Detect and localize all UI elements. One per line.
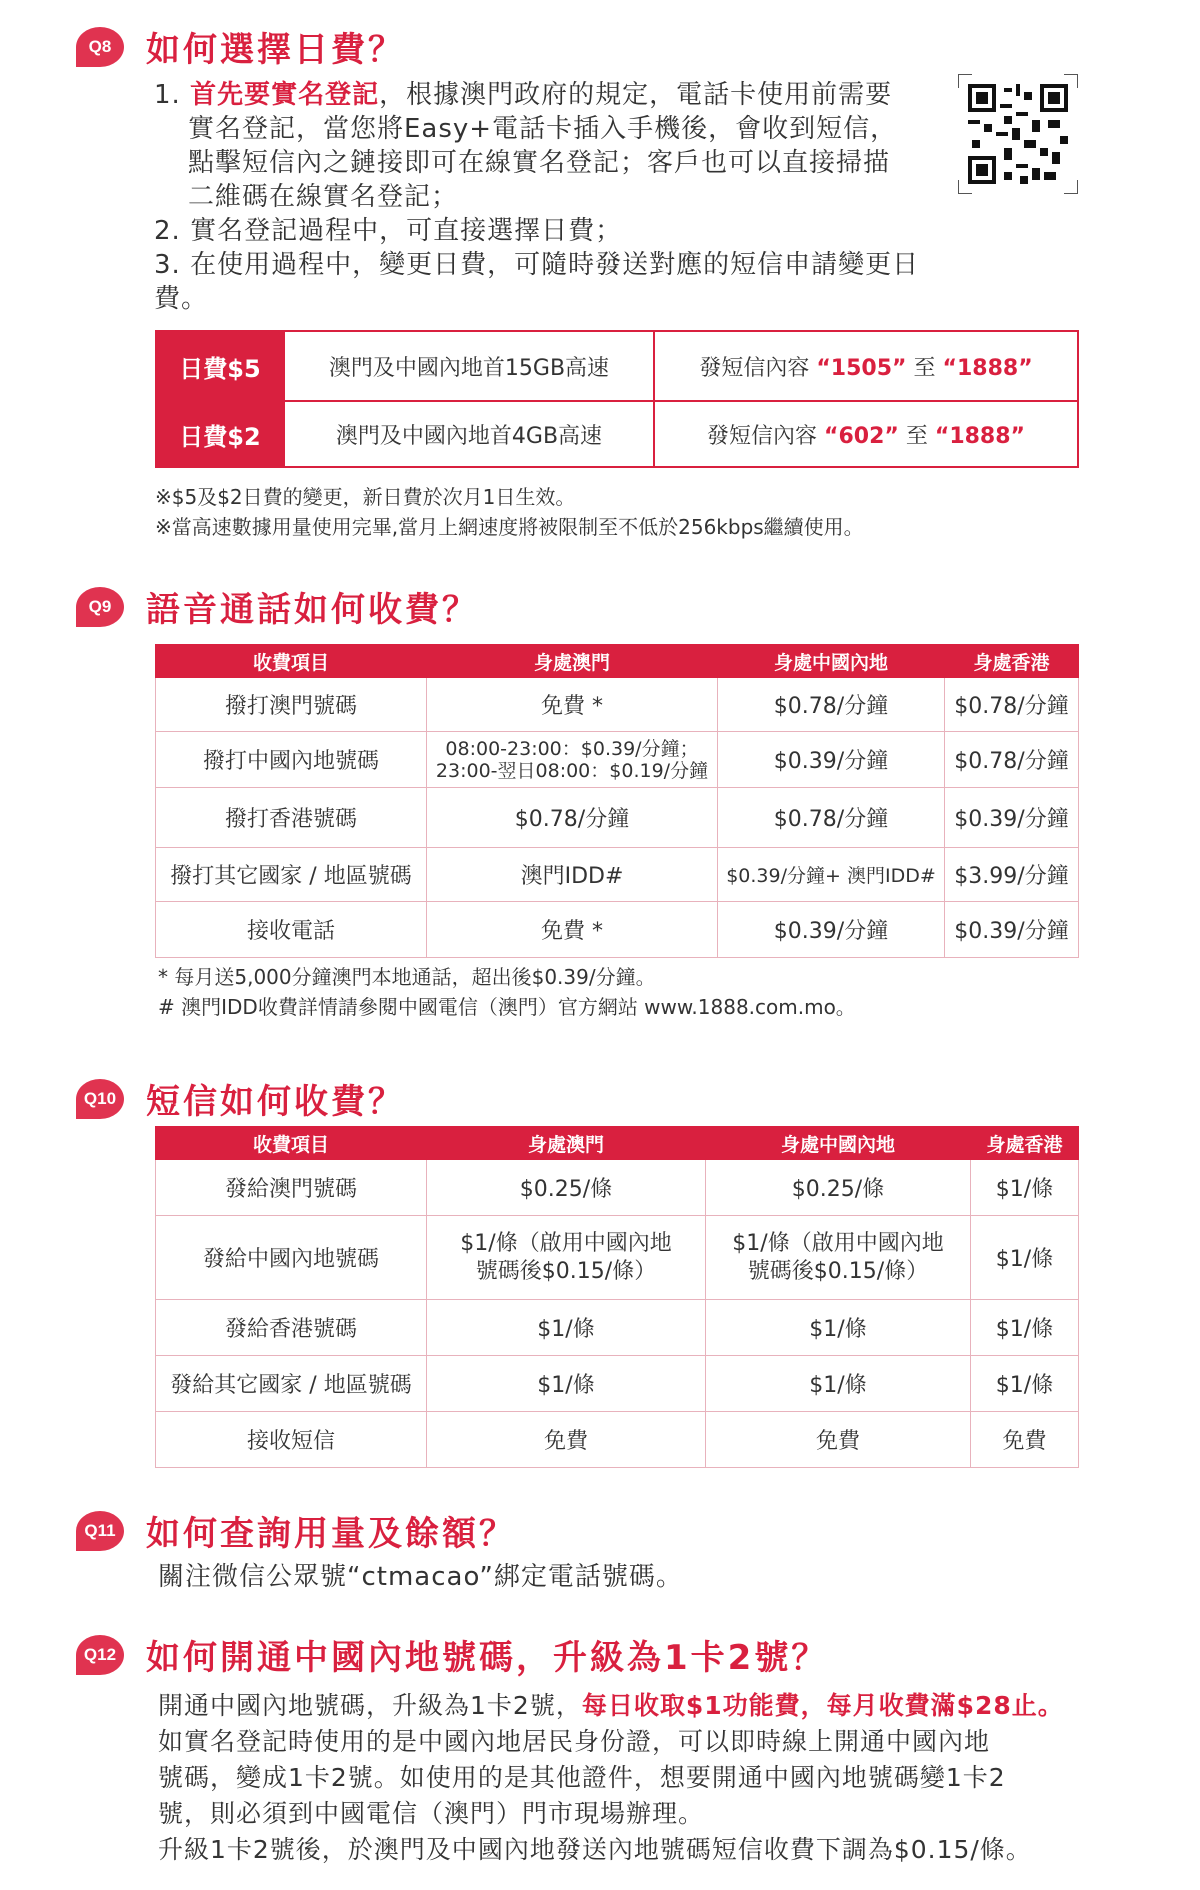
cell: $1/條 bbox=[971, 1216, 1079, 1300]
cell: $0.25/條 bbox=[427, 1160, 706, 1216]
col-mainland: 身處中國內地 bbox=[706, 1127, 971, 1160]
q11-badge: Q11 bbox=[76, 1511, 124, 1551]
col-hk: 身處香港 bbox=[945, 645, 1079, 678]
cell: $0.78/分鐘 bbox=[945, 678, 1079, 732]
cell: 接收電話 bbox=[156, 902, 427, 958]
q8-step3: 3. 在使用過程中，變更日費，可隨時發送對應的短信申請變更日費。 bbox=[154, 250, 920, 314]
cell: 撥打其它國家 / 地區號碼 bbox=[156, 848, 427, 902]
col-item: 收費項目 bbox=[156, 645, 427, 678]
cell: $0.39/分鐘 bbox=[945, 788, 1079, 848]
q12-badge: Q12 bbox=[76, 1635, 124, 1675]
q8-note2: ※當高速數據用量使用完畢,當月上網速度將被限制至不低於256kbps繼續使用。 bbox=[155, 515, 864, 539]
cell: 免費 * bbox=[427, 678, 718, 732]
cell: 撥打澳門號碼 bbox=[156, 678, 427, 732]
table-row bbox=[156, 902, 1079, 958]
plan-row bbox=[156, 401, 1078, 467]
cell: $0.39/分鐘 bbox=[945, 902, 1079, 958]
table-row bbox=[156, 1160, 1079, 1216]
col-item: 收費項目 bbox=[156, 1127, 427, 1160]
cell: $0.78/分鐘 bbox=[945, 732, 1079, 788]
col-macau: 身處澳門 bbox=[427, 1127, 706, 1160]
plan-2-code: “602” bbox=[824, 423, 899, 449]
q11-title: 如何查詢用量及餘額？ bbox=[146, 1514, 516, 1554]
q8-step1-highlight: 首先要實名登記 bbox=[190, 80, 380, 110]
table-header bbox=[156, 1127, 1079, 1160]
table-row bbox=[156, 788, 1079, 848]
cell: $1/條 bbox=[971, 1300, 1079, 1356]
plan-2-sms-prefix: 發短信內容 bbox=[706, 423, 817, 449]
plan-5-to: 至 bbox=[913, 355, 936, 381]
q12-line3: 號碼，變成1卡2號。如使用的是其他證件，想要開通中國內地號碼變1卡2 bbox=[158, 1763, 1006, 1792]
q8-step1-rest: ，根據澳門政府的規定，電話卡使用前需要 bbox=[379, 80, 893, 110]
plan-5-sms bbox=[654, 331, 1078, 401]
plan-2-to: 至 bbox=[905, 423, 928, 449]
cell: 接收短信 bbox=[156, 1412, 427, 1468]
q12-line1-highlight: 每日收取$1功能費，每月收費滿$28止。 bbox=[581, 1691, 1064, 1720]
q8-step1-line1 bbox=[154, 78, 954, 112]
q8-heading bbox=[76, 22, 405, 71]
cell: $0.78/分鐘 bbox=[718, 678, 945, 732]
cell-line1: $1/條（啟用中國內地 bbox=[732, 1230, 944, 1256]
table-row bbox=[156, 1356, 1079, 1412]
q8-steps bbox=[154, 78, 954, 316]
plan-5-code: “1505” bbox=[816, 355, 907, 381]
col-mainland: 身處中國內地 bbox=[718, 645, 945, 678]
cell bbox=[427, 1216, 706, 1300]
cell-line2: 號碼後$0.15/條） bbox=[747, 1258, 929, 1284]
table-header bbox=[156, 645, 1079, 678]
q12-line2: 如實名登記時使用的是中國內地居民身份證，可以即時線上開通中國內地 bbox=[158, 1727, 991, 1756]
plan-5-sms-prefix: 發短信內容 bbox=[699, 355, 810, 381]
sms-rate-table bbox=[155, 1126, 1079, 1468]
q12-title: 如何開通中國內地號碼，升級為1卡2號？ bbox=[146, 1638, 829, 1678]
q12-body bbox=[158, 1688, 1088, 1868]
q12-line1 bbox=[158, 1688, 1088, 1724]
cell: 撥打香港號碼 bbox=[156, 788, 427, 848]
cell: 免費 * bbox=[427, 902, 718, 958]
cell: $1/條 bbox=[706, 1356, 971, 1412]
q8-step2: 2. 實名登記過程中，可直接選擇日費； bbox=[154, 216, 623, 246]
voice-rate-table bbox=[155, 644, 1079, 958]
cell: $1/條 bbox=[427, 1356, 706, 1412]
q12-line1-plain: 開通中國內地號碼，升級為1卡2號， bbox=[158, 1691, 582, 1720]
table-row bbox=[156, 1216, 1079, 1300]
q10-badge: Q10 bbox=[76, 1079, 124, 1119]
cell: 發給澳門號碼 bbox=[156, 1160, 427, 1216]
col-macau: 身處澳門 bbox=[427, 645, 718, 678]
plan-row bbox=[156, 331, 1078, 401]
cell: $1/條 bbox=[971, 1160, 1079, 1216]
cell-line2: 號碼後$0.15/條） bbox=[475, 1258, 657, 1284]
cell-line2: 23:00-翌日08:00：$0.19/分鐘 bbox=[435, 759, 709, 782]
q12-line4: 號，則必須到中國電信（澳門）門市現場辦理。 bbox=[158, 1799, 705, 1828]
q9-heading bbox=[76, 582, 479, 631]
cell: $0.25/條 bbox=[706, 1160, 971, 1216]
q8-step1-line3: 點擊短信內之鏈接即可在線實名登記；客戶也可以直接掃描 bbox=[188, 148, 891, 178]
plan-2-tag: 日費$2 bbox=[156, 401, 284, 467]
q9-note2: # 澳門IDD收費詳情請參閱中國電信（澳門）官方網站 www.1888.com.mo。 bbox=[158, 995, 856, 1019]
table-row bbox=[156, 732, 1079, 788]
col-hk: 身處香港 bbox=[971, 1127, 1079, 1160]
cell: $0.39/分鐘 bbox=[718, 902, 945, 958]
cell: 撥打中國內地號碼 bbox=[156, 732, 427, 788]
cell: $1/條 bbox=[971, 1356, 1079, 1412]
plan-2-target: “1888” bbox=[934, 423, 1026, 449]
q10-heading bbox=[76, 1074, 405, 1123]
cell bbox=[706, 1216, 971, 1300]
q11-text: 關注微信公眾號“ctmacao”綁定電話號碼。 bbox=[158, 1562, 683, 1592]
q8-step1-num: 1. bbox=[154, 80, 181, 110]
plan-5-tag: 日費$5 bbox=[156, 331, 284, 401]
cell: 免費 bbox=[706, 1412, 971, 1468]
cell: $0.39/分鐘+ 澳門IDD# bbox=[718, 848, 945, 902]
q9-notes bbox=[158, 962, 856, 1022]
q9-badge: Q9 bbox=[76, 587, 124, 627]
q8-note1: ※$5及$2日費的變更，新日費於次月1日生效。 bbox=[155, 485, 576, 509]
q8-step1-line2: 實名登記，當您將Easy+電話卡插入手機後，會收到短信， bbox=[188, 114, 898, 144]
plan-5-target: “1888” bbox=[942, 355, 1033, 381]
cell: $0.78/分鐘 bbox=[427, 788, 718, 848]
cell bbox=[427, 732, 718, 788]
q9-note1: * 每月送5,000分鐘澳門本地通話，超出後$0.39/分鐘。 bbox=[158, 965, 656, 989]
cell: 發給其它國家 / 地區號碼 bbox=[156, 1356, 427, 1412]
cell: 免費 bbox=[427, 1412, 706, 1468]
table-row bbox=[156, 1300, 1079, 1356]
cell-line1: 08:00-23:00：$0.39/分鐘； bbox=[445, 737, 699, 760]
table-row bbox=[156, 1412, 1079, 1468]
table-row bbox=[156, 678, 1079, 732]
cell: 澳門IDD# bbox=[427, 848, 718, 902]
cell: $3.99/分鐘 bbox=[945, 848, 1079, 902]
q9-title: 語音通話如何收費？ bbox=[146, 590, 479, 630]
qr-frame-corners bbox=[958, 74, 1078, 194]
table-row bbox=[156, 848, 1079, 902]
q8-step1-line4: 二維碼在線實名登記； bbox=[188, 182, 459, 212]
cell: 免費 bbox=[971, 1412, 1079, 1468]
q11-heading bbox=[76, 1506, 516, 1555]
daily-plan-table bbox=[155, 330, 1079, 468]
q12-heading bbox=[76, 1630, 828, 1679]
cell: $0.39/分鐘 bbox=[718, 732, 945, 788]
q10-title: 短信如何收費？ bbox=[146, 1082, 405, 1122]
plan-5-desc: 澳門及中國內地首15GB高速 bbox=[284, 331, 654, 401]
cell: 發給中國內地號碼 bbox=[156, 1216, 427, 1300]
cell: $1/條 bbox=[427, 1300, 706, 1356]
cell-line1: $1/條（啟用中國內地 bbox=[460, 1230, 672, 1256]
plan-2-desc: 澳門及中國內地首4GB高速 bbox=[284, 401, 654, 467]
q12-line5: 升級1卡2號後，於澳門及中國內地發送內地號碼短信收費下調為$0.15/條。 bbox=[158, 1835, 1032, 1864]
q8-badge: Q8 bbox=[76, 27, 124, 67]
cell: 發給香港號碼 bbox=[156, 1300, 427, 1356]
q8-notes bbox=[155, 482, 864, 542]
cell: $0.78/分鐘 bbox=[718, 788, 945, 848]
q8-title: 如何選擇日費？ bbox=[146, 30, 405, 70]
cell: $1/條 bbox=[706, 1300, 971, 1356]
plan-2-sms bbox=[654, 401, 1078, 467]
